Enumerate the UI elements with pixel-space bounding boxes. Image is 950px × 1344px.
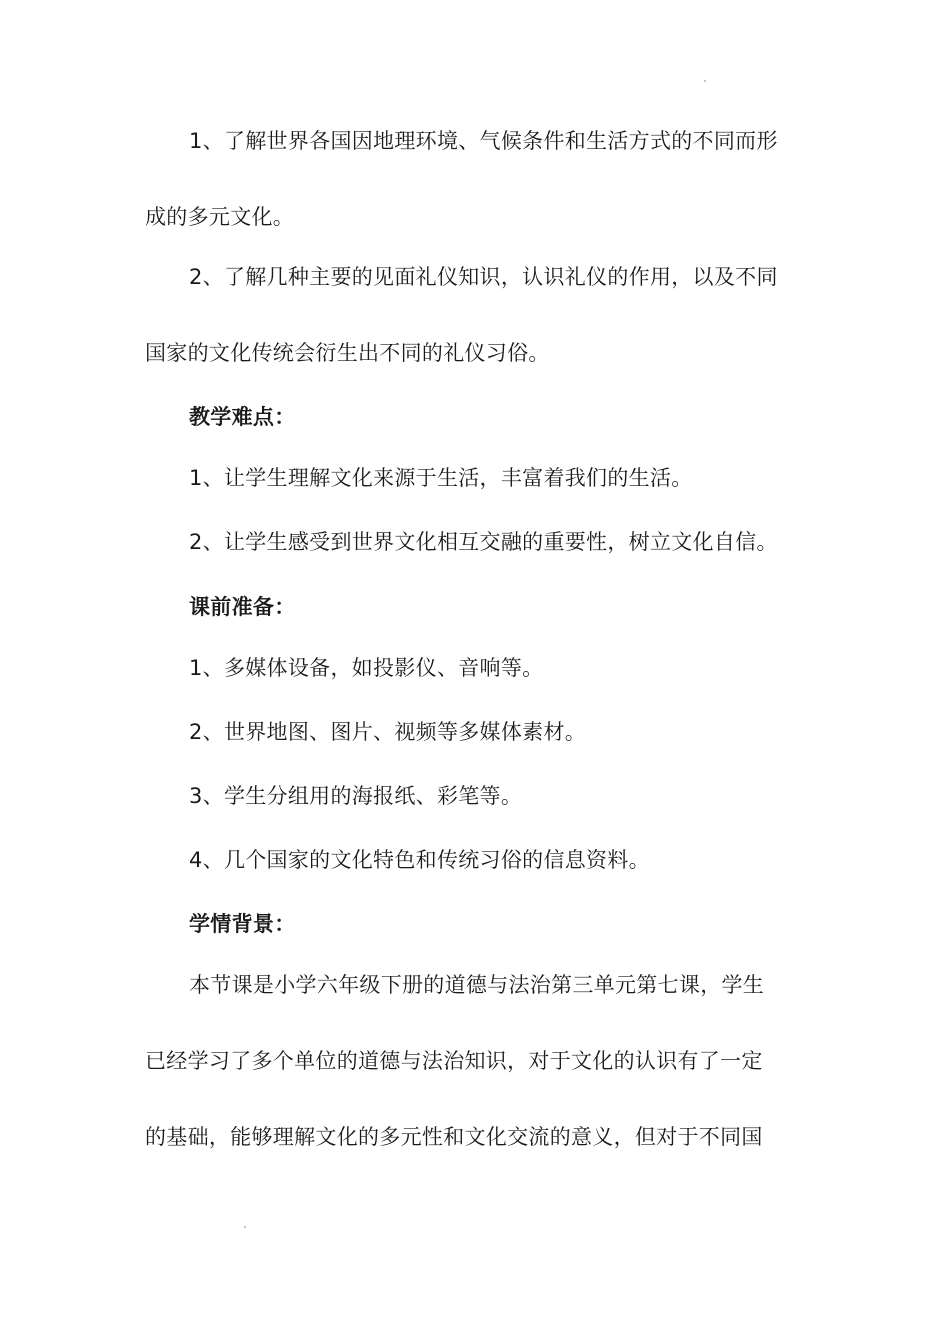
bottom-corner-dot [244, 1226, 246, 1228]
heading-preparation: 课前准备： [189, 595, 296, 619]
goal-1-line-1: 1、了解世界各国因地理环境、气候条件和生活方式的不同而形 [189, 129, 778, 153]
top-corner-dot [704, 80, 706, 82]
difficulty-2: 2、让学生感受到世界文化相互交融的重要性，树立文化自信。 [189, 530, 778, 554]
preparation-3: 3、学生分组用的海报纸、彩笔等。 [189, 784, 523, 808]
heading-teaching-difficulties: 教学难点： [189, 405, 296, 429]
background-line-3: 的基础，能够理解文化的多元性和文化交流的意义，但对于不同国 [145, 1125, 763, 1149]
goal-2-line-2: 国家的文化传统会衍生出不同的礼仪习俗。 [145, 341, 550, 365]
background-line-2: 已经学习了多个单位的道德与法治知识，对于文化的认识有了一定 [145, 1049, 763, 1073]
goal-1-line-2: 成的多元文化。 [145, 205, 295, 229]
preparation-2: 2、世界地图、图片、视频等多媒体素材。 [189, 720, 587, 744]
preparation-1: 1、多媒体设备，如投影仪、音响等。 [189, 656, 544, 680]
preparation-4: 4、几个国家的文化特色和传统习俗的信息资料。 [189, 848, 650, 872]
heading-student-background: 学情背景： [189, 912, 296, 936]
background-line-1: 本节课是小学六年级下册的道德与法治第三单元第七课，学生 [189, 973, 765, 997]
goal-2-line-1: 2、了解几种主要的见面礼仪知识，认识礼仪的作用，以及不同 [189, 265, 778, 289]
difficulty-1: 1、让学生理解文化来源于生活，丰富着我们的生活。 [189, 466, 693, 490]
